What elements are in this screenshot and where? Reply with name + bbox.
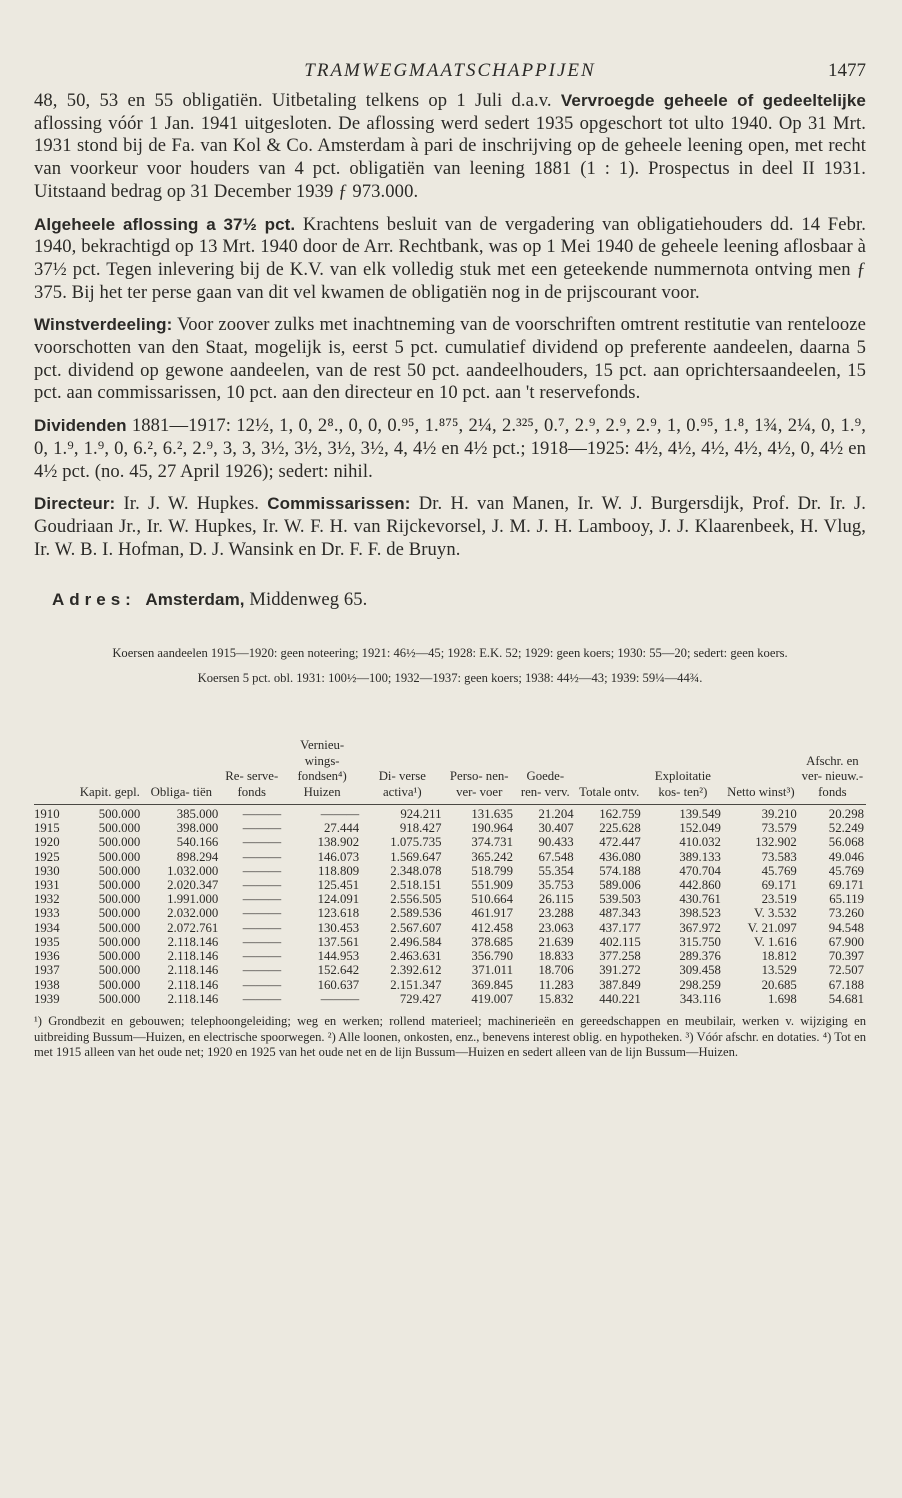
table-cell: ——— [242,821,282,836]
table-cell: 387.849 [599,977,641,992]
table-cell: 442.860 [679,878,721,893]
paragraph-bestuur [34,493,866,561]
table-cell: 30.407 [538,821,574,836]
table-cell: 11.283 [538,977,574,992]
table-cell: 1920 [34,835,60,850]
table-cell: 2.020.347 [167,878,219,893]
table-cell: 21.639 [538,934,574,949]
table-cell: ——— [220,805,283,822]
table-cell: ——— [242,863,282,878]
table-cell: 378.685 [471,934,513,949]
table-cell: 2.556.505 [390,892,442,907]
table-cell: 20.685 [761,977,797,992]
paragraph-text: 48, 50, 53 en 55 obligatiën. Uitbetaling telkens op 1 Juli d.a.v. [34,90,561,111]
table-cell: 1934 [34,920,60,935]
table-cell: 500.000 [98,821,141,836]
table-cell: 20.298 [799,805,866,822]
table-cell: 131.635 [443,805,515,822]
table-cell: 1.569.647 [390,849,442,864]
page-number: 1477 [828,60,866,81]
table-cell: 152.049 [679,821,721,836]
table-cell: 52.249 [828,821,864,836]
table-cell: 289.376 [679,949,721,964]
table-cell: 924.211 [361,805,443,822]
table-header: Netto winst³) [727,784,795,799]
table-cell: 343.116 [679,991,721,1006]
table-cell: 510.664 [471,892,513,907]
table-cell: 436.080 [599,849,641,864]
table-cell: 500.000 [98,963,141,978]
table-cell: 35.753 [538,878,574,893]
table-cell: ——— [242,977,282,992]
table-cell: 1930 [34,863,60,878]
table-cell: 487.343 [599,906,641,921]
table-cell: 65.119 [829,892,864,907]
table-cell: 18.812 [761,949,797,964]
table-cell: 39.210 [723,805,799,822]
table-row [34,892,866,906]
table-cell: 500.000 [98,906,141,921]
table-cell: 551.909 [471,878,513,893]
table-cell: 49.046 [828,849,864,864]
table-cell: 94.548 [828,920,864,935]
table-cell: ——— [242,878,282,893]
table-cell: 500.000 [98,892,141,907]
table-cell: 124.091 [317,892,360,907]
table-cell: 2.496.584 [390,934,442,949]
table-cell: 398.000 [176,821,219,836]
table-cell: 123.618 [317,906,360,921]
table-cell: 589.006 [599,878,641,893]
table-cell: 67.900 [828,934,864,949]
address-street: Middenweg 65. [244,589,368,611]
paragraph-algeheele-aflossing [34,214,866,305]
table-header: Di- verse activa¹) [378,769,426,799]
table-row [34,921,866,935]
paragraph-text: Krachtens besluit van de vergadering van obligatiehouders dd. 14 Febr. 1940, bekrachtigd op 13 Mrt. 1940 door de Arr. Rechtbank, was op 1 Mei 1940 de geheele leening aflosbaar à 37½ pct. Tegen inlevering bij de K.V. van elk volledig stuk met een geteekende nummernota ontving men ƒ 375. Bij het ter perse gaan van dit vel kwamen de obligatiën nog in de prijscourant voor. [34,213,866,303]
table-cell: 70.397 [828,949,864,964]
table-row [34,949,866,963]
address-city: Amsterdam, [145,590,245,610]
document-page [34,60,866,1061]
table-cell: ——— [242,906,282,921]
table-row [34,878,866,892]
table-cell: 1937 [34,963,60,978]
table-cell: 56.068 [828,835,864,850]
table-cell: 139.549 [643,805,723,822]
table-cell: 2.118.146 [167,934,219,949]
table-cell: 18.833 [538,949,574,964]
table-cell: 1931 [34,878,60,893]
table-cell: 2.348.078 [390,863,442,878]
table-cell: ——— [242,835,282,850]
table-header: Re- serve- fonds [225,769,279,799]
table-cell: 69.171 [828,878,864,893]
table-row [34,835,866,849]
table-cell: 2.567.607 [390,920,442,935]
address-label: Adres: [52,590,136,610]
table-cell: 23.519 [761,892,797,907]
table-cell: 73.583 [761,849,797,864]
table-cell: 118.809 [318,863,360,878]
table-cell: 500.000 [98,863,141,878]
table-cell: 67.548 [538,849,574,864]
table-cell: 152.642 [317,963,360,978]
table-cell: 389.133 [679,849,721,864]
table-cell: 2.392.612 [390,963,442,978]
table-cell: 2.589.536 [390,906,442,921]
table-cell: 73.260 [828,906,864,921]
table-cell: ——— [242,920,282,935]
table-cell: 356.790 [471,949,513,964]
table-cell: 73.579 [761,821,797,836]
table-cell: 160.637 [317,977,360,992]
table-cell: 190.964 [471,821,513,836]
table-cell: 518.799 [471,863,513,878]
table-cell: 369.845 [471,977,513,992]
table-row [34,805,866,822]
table-cell: ——— [320,991,360,1006]
table-cell: 500.000 [98,878,141,893]
table-cell: 410.032 [679,835,721,850]
heading-winstverdeeling: Winstverdeeling: [34,315,173,335]
table-cell: 23.288 [538,906,574,921]
table-cell: 500.000 [98,934,141,949]
table-cell: 45.769 [828,863,864,878]
table-cell: 500.000 [98,977,141,992]
table-cell: 1932 [34,892,60,907]
table-cell: 13.529 [761,963,797,978]
table-row [34,978,866,992]
table-cell: V. 1.616 [753,934,797,949]
table-cell: 1.032.000 [167,863,219,878]
table-cell: 125.451 [317,878,360,893]
table-cell: 367.972 [679,920,721,935]
table-header: Totale ontv. [579,784,640,799]
table-cell: 2.118.146 [167,991,219,1006]
table-cell: 67.188 [828,977,864,992]
table-cell: ——— [242,963,282,978]
table-cell: 412.458 [471,920,513,935]
table-cell: 391.272 [599,963,641,978]
table-cell: 69.171 [761,878,797,893]
table-cell: 298.259 [679,977,721,992]
table-header: Exploitatie kos- ten²) [654,769,711,799]
table-cell: 130.453 [317,920,360,935]
table-cell: 437.177 [599,920,641,935]
table-cell: 2.463.631 [390,949,442,964]
table-cell: 18.706 [538,963,574,978]
table-cell: 225.628 [599,821,641,836]
table-cell: 1.698 [767,991,797,1006]
heading-dividenden: Dividenden [34,416,127,436]
table-cell: 385.000 [142,805,220,822]
table-cell: 309.458 [679,963,721,978]
table-cell: 430.761 [679,892,721,907]
table-row [34,821,866,835]
table-cell: 540.166 [176,835,219,850]
table-header: Goede- ren- verv. [520,769,570,799]
table-cell: ——— [283,805,361,822]
table-cell: 2.118.146 [167,977,219,992]
table-cell: 374.731 [471,835,513,850]
table-cell: 500.000 [77,805,142,822]
table-cell: 1.075.735 [390,835,442,850]
table-cell: ——— [242,949,282,964]
table-cell: 729.427 [399,991,442,1006]
table-row [34,906,866,920]
table-cell: 1933 [34,906,60,921]
running-header [34,60,866,90]
table-row [34,935,866,949]
table-cell: 365.242 [471,849,513,864]
table-cell: 2.032.000 [167,906,219,921]
paragraph-aflossing [34,90,866,204]
table-cell: 402.115 [599,934,641,949]
koersen-aandeelen: Koersen aandeelen 1915—1920: geen noteering; 1921: 46½—45; 1928: E.K. 52; 1929: geen koers; 1930: 55—20; sedert: geen koers. [112,646,788,661]
table-row [34,850,866,864]
table-cell: 398.523 [679,906,721,921]
table-header [34,738,77,805]
table-cell: 500.000 [98,835,141,850]
table-header: Vernieu- wings- fondsen⁴) Huizen [297,738,347,799]
table-cell: 500.000 [98,920,141,935]
heading-algeheele: Algeheele aflossing a 37½ pct. [34,214,296,234]
table-cell: ——— [242,934,282,949]
table-header: Kapit. gepl. [79,784,140,799]
table-cell: 1936 [34,949,60,964]
table-cell: 440.221 [599,991,641,1006]
table-cell: 27.444 [323,821,360,836]
paragraph-winstverdeeling [34,314,866,405]
paragraph-text: Voor zoover zulks met inachtneming van de voorschriften omtrent restitutie van rentelooze voorschotten van den Staat, mogelijk is, eerst 5 pct. cumulatief dividend op preferente aandeelen, daarna 5 pct. dividend op gewone aandeelen, van de rest 50 pct. aandeelhouders, 15 pct. aan oprichtersaandeelen, 15 pct. aan commissarissen, 10 pct. aan den directeur en 10 pct. aan 't reservefonds. [34,314,866,404]
table-cell: 371.011 [471,963,513,978]
table-cell: V. 21.097 [747,920,797,935]
table-cell: 315.750 [679,934,721,949]
table-cell: 472.447 [599,835,641,850]
table-cell: 1925 [34,849,60,864]
address-line [34,589,866,612]
table-cell: 54.681 [828,991,864,1006]
financial-table [34,738,866,1006]
table-cell: 1935 [34,934,60,949]
table-cell: 461.917 [471,906,513,921]
table-cell: 500.000 [98,849,141,864]
table-cell: 144.953 [317,949,360,964]
table-cell: 138.902 [317,835,360,850]
table-row [34,864,866,878]
paragraph-text: 1881—1917: 12½, 1, 0, 2⁸., 0, 0, 0.⁹⁵, 1.⁸⁷⁵, 2¼, 2.³²⁵, 0.⁷, 2.⁹, 2.⁹, 2.⁹, 1, 0.⁹⁵, 1.⁸, 1¾, 2¼, 0, 1.⁹, 0, 1.⁹, 1.⁹, 0, 6.², 6.², 2.⁹, 3, 3, 3½, 3½, 3½, 3½, 4, 4½ en 4½ pct.; 1918—1925: 4½, 4½, 4½, 4½, 4½, 0, 4½ en 4½ pct. (no. 45, 27 April 1926); sedert: nihil. [34,415,866,482]
table-cell: ——— [242,849,282,864]
table-cell: 2.072.761 [167,920,219,935]
table-row [34,992,866,1006]
table-body [34,805,866,1006]
table-cell: 2.118.146 [167,949,219,964]
table-cell: ——— [242,991,282,1006]
table-cell: 500.000 [98,991,141,1006]
table-cell: 21.204 [515,805,576,822]
table-cell: 470.704 [679,863,721,878]
table-cell: 45.769 [761,863,797,878]
paragraph-text: Ir. J. W. Hupkes. [115,493,268,515]
heading-vervroegde: Vervroegde geheele of gedeeltelijke [560,91,866,110]
table-cell: 15.832 [538,991,574,1006]
table-cell: 500.000 [98,949,141,964]
table-cell: 2.518.151 [390,878,442,893]
table-cell: 574.188 [599,863,641,878]
table-cell: 146.073 [317,849,360,864]
table-cell: 72.507 [828,963,864,978]
paragraph-text: Dr. H. van Manen, Ir. W. J. Burgersdijk, Prof. Dr. Ir. J. Goudriaan Jr., Ir. W. Hupkes, Ir. W. F. H. van Rijckevorsel, J. M. J. H. Lambooy, J. J. Klaarenbeek, H. Vlug, Ir. W. B. I. Hofman, D. J. Wansink en Dr. F. F. de Bruyn. [34,493,866,560]
heading-directeur: Directeur: [34,494,116,514]
table-cell: 539.503 [599,892,641,907]
table-header: Perso- nen- ver- voer [449,769,509,799]
paragraph-dividenden [34,415,866,483]
table-cell: 132.902 [755,835,797,850]
table-cell: 162.759 [576,805,643,822]
table-header: Afschr. en ver- nieuw.- fonds [801,753,864,799]
table-cell: 26.115 [538,892,574,907]
table-header-row [34,738,866,805]
table-cell: 1938 [34,977,60,992]
table-row [34,963,866,977]
table-cell: V. 3.532 [753,906,797,921]
table-cell: 377.258 [599,949,641,964]
table-cell: ——— [242,892,282,907]
running-title: TRAMWEGMAATSCHAPPIJEN [304,60,596,81]
table-cell: 918.427 [399,821,442,836]
heading-commissarissen: Commissarissen: [267,494,411,514]
table-cell: 2.118.146 [167,963,219,978]
koersen-obligaties: Koersen 5 pct. obl. 1931: 100½—100; 1932—1937: geen koers; 1938: 44½—43; 1939: 59¼—44¾. [197,670,703,685]
footnotes: ¹) Grondbezit en gebouwen; telephoongeleiding; weg en werken; rollend materieel; machinerieën en gereedschappen en meubilair, werken v. wijziging en uitbreiding Bussum—Huizen, en electrische spoorwegen. ²) Alle loonen, onkosten, enz., benevens interest oblig. en hypotheken. ³) Vóór afschr. en dotaties. ⁴) Tot en met 1915 alleen van het oude net; 1920 en 1925 van het oude net en de lijn Bussum—Huizen en sedert alleen van de lijn Bussum—Huizen. [34,1013,866,1060]
table-cell: 419.007 [471,991,513,1006]
table-cell: 90.433 [538,835,574,850]
table-cell: 898.294 [176,849,219,864]
table-cell: 2.151.347 [390,977,442,992]
table-header: Obliga- tiën [150,784,213,799]
table-cell: 23.063 [538,920,574,935]
table-cell: 1910 [34,805,77,822]
table-cell: 1.991.000 [167,892,219,907]
table-cell: 1939 [34,991,60,1006]
table-cell: 55.354 [538,863,574,878]
table-cell: 137.561 [317,934,360,949]
paragraph-text: aflossing vóór 1 Jan. 1941 uitgesloten. De aflossing werd sedert 1935 opgeschort tot ulto 1940. Op 31 Mrt. 1931 stond bij de Fa. van Kol & Co. Amsterdam à pari de inschrijving op de geheele leening open, met recht van voorkeur voor houders van 4 pct. obligatiën van leening 1881 (1 : 1). Prospectus in deel II 1931. Uitstaand bedrag op 31 December 1939 ƒ 973.000. [34,112,866,202]
table-cell: 1915 [34,821,60,836]
